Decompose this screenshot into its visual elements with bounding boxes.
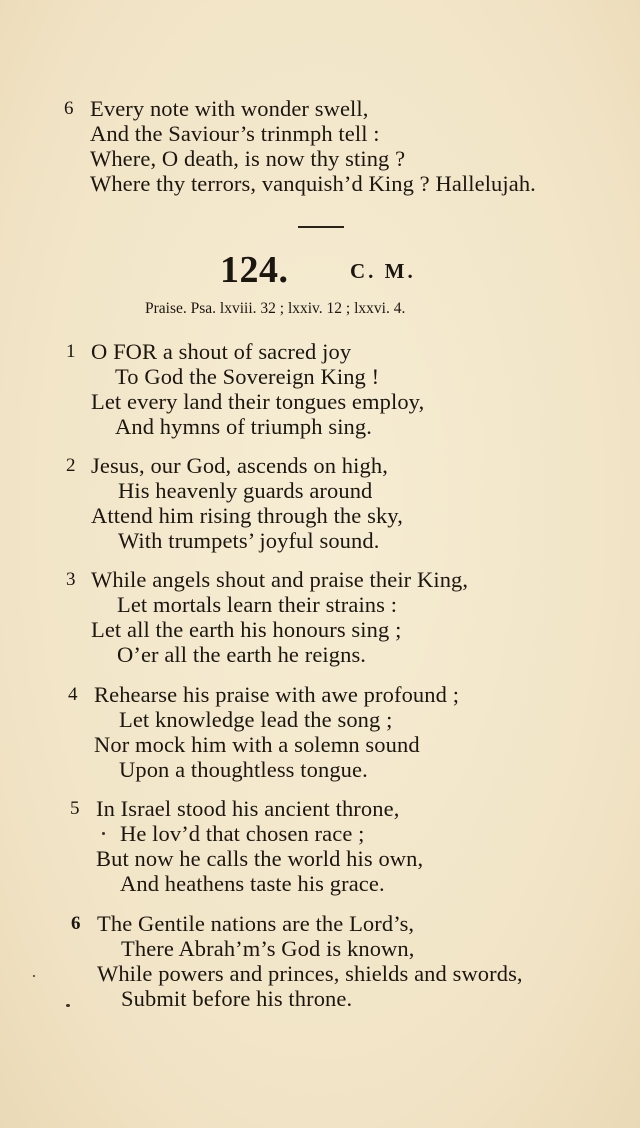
stanza-line: Let all the earth his honours sing ;: [91, 617, 402, 642]
section-divider: [298, 226, 344, 228]
stanza-number: 4: [68, 684, 78, 705]
print-speck: [66, 1004, 70, 1007]
print-speck: [102, 832, 105, 835]
stanza-line: In Israel stood his ancient throne,: [96, 796, 400, 821]
stanza-line: Jesus, our God, ascends on high,: [91, 453, 388, 478]
stanza-line: And heathens taste his grace.: [120, 871, 385, 896]
stanza-line: The Gentile nations are the Lord’s,: [97, 911, 415, 936]
stanza-line: Let every land their tongues employ,: [91, 389, 425, 414]
stanza-number: 3: [66, 569, 76, 590]
stanza-line: He lov’d that chosen race ;: [120, 821, 365, 846]
stanza-line: Every note with wonder swell,: [90, 96, 369, 121]
stanza-number: 6: [64, 98, 74, 119]
stanza-line: Where thy terrors, vanquish’d King ? Hallelujah.: [90, 171, 536, 196]
stanza-line: O’er all the earth he reigns.: [117, 642, 367, 667]
hymn-meter: C. M.: [350, 259, 416, 283]
stanza-line: Submit before his throne.: [121, 986, 353, 1011]
stanza-line: And the Saviour’s trinmph tell :: [90, 121, 380, 146]
stanza-line: His heavenly guards around: [118, 478, 373, 503]
stanza-line: Rehearse his praise with awe profound ;: [94, 682, 460, 707]
stanza-line: Let mortals learn their strains :: [117, 592, 398, 617]
stanza-line: Attend him rising through the sky,: [91, 503, 403, 528]
stanza-line: Where, O death, is now thy sting ?: [90, 146, 406, 171]
stanza-line: Nor mock him with a solemn sound: [94, 732, 420, 757]
stanza-line: But now he calls the world his own,: [96, 846, 424, 871]
hymn-subtitle: Praise. Psa. lxviii. 32 ; lxxiv. 12 ; lxxvi. 4.: [145, 300, 406, 317]
stanza-line: While powers and princes, shields and swords,: [97, 961, 523, 986]
stanza-line: Let knowledge lead the song ;: [119, 707, 393, 732]
stanza-line: Upon a thoughtless tongue.: [119, 757, 368, 782]
hymn-number: 124.: [220, 249, 289, 291]
stanza-number: 2: [66, 455, 76, 476]
stanza-number: 5: [70, 798, 80, 819]
stanza-line: To God the Sovereign King !: [115, 364, 380, 389]
stanza-line: With trumpets’ joyful sound.: [118, 528, 380, 553]
print-speck: [33, 975, 35, 977]
stanza-line: And hymns of triumph sing.: [115, 414, 372, 439]
stanza-number: 1: [66, 341, 76, 362]
stanza-line: There Abrah’m’s God is known,: [121, 936, 415, 961]
stanza-line: While angels shout and praise their King,: [91, 567, 469, 592]
stanza-line: O FOR a shout of sacred joy: [91, 339, 352, 364]
stanza-number: 6: [71, 913, 81, 934]
